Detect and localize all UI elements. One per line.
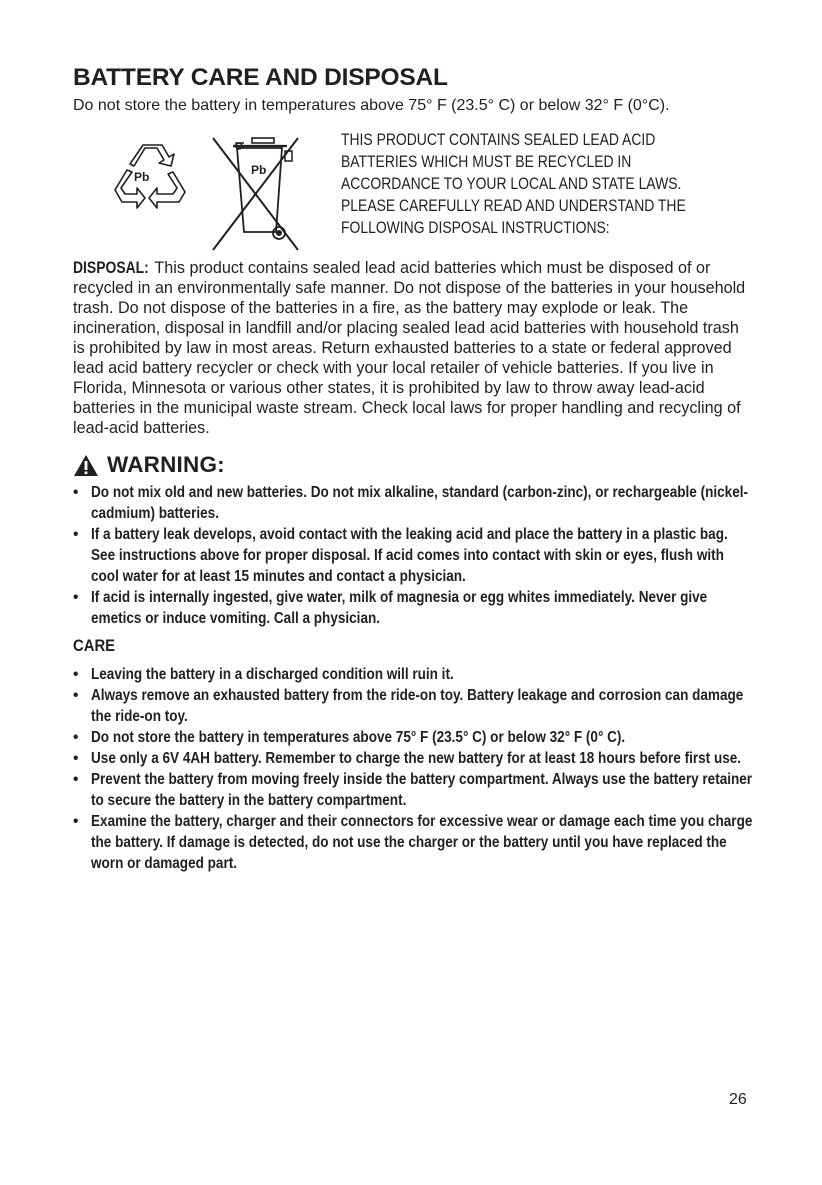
notice-line: BATTERIES WHICH MUST BE RECYCLED IN <box>341 153 632 171</box>
bullet: • <box>73 526 79 543</box>
care-item <box>73 685 753 727</box>
disposal-paragraph <box>73 258 753 438</box>
bullet: • <box>73 813 79 830</box>
notice-line: ACCORDANCE TO YOUR LOCAL AND STATE LAWS. <box>341 175 682 193</box>
notice-line: PLEASE CAREFULLY READ AND UNDERSTAND THE <box>341 197 686 215</box>
bullet: • <box>73 771 79 788</box>
care-item <box>73 748 753 769</box>
disposal-label: DISPOSAL: <box>73 259 149 277</box>
warning-triangle-icon <box>73 454 99 477</box>
care-item-text: Do not store the battery in temperatures above 75° F (23.5° C) or below 32° F (0° C). <box>91 729 626 746</box>
bullet: • <box>73 666 79 683</box>
bullet: • <box>73 750 79 767</box>
recycling-symbols <box>101 130 311 252</box>
recycling-notice-row <box>73 130 753 252</box>
warning-heading-text: WARNING: <box>107 452 225 477</box>
warning-item-text: Do not mix old and new batteries. Do not mix alkaline, standard (carbon-zinc), or rechargeable (nickel-cadmium) batteries. <box>91 484 749 522</box>
warning-item-text: If acid is internally ingested, give water, milk of magnesia or egg whites immediately. Never give emetics or induce vomiting. Call a physician. <box>91 589 708 627</box>
page-number: 26 <box>729 1091 747 1108</box>
care-item <box>73 811 753 874</box>
warning-heading <box>73 448 753 482</box>
care-item-text: Use only a 6V 4AH battery. Remember to charge the new battery for at least 18 hours before first use. <box>91 750 742 767</box>
warning-item-text: If a battery leak develops, avoid contact with the leaking acid and place the battery in a plastic bag. See instructions above for proper disposal. If acid comes into contact with skin or eyes, flush with cool water for at least 15 minutes and contact a physician. <box>91 526 728 585</box>
warning-item <box>73 587 753 629</box>
bullet: • <box>73 484 79 501</box>
bullet: • <box>73 687 79 704</box>
care-item-text: Leaving the battery in a discharged condition will ruin it. <box>91 666 454 683</box>
care-item <box>73 769 753 811</box>
care-item-text: Prevent the battery from moving freely inside the battery compartment. Always use the battery retainer to secure the battery in the battery compartment. <box>91 771 753 809</box>
bin-lead-label: Pb <box>251 163 267 177</box>
manual-page <box>73 62 753 874</box>
recycle-lead-label: Pb <box>134 170 150 184</box>
care-heading: CARE <box>73 637 116 655</box>
recycle-icon <box>115 145 185 208</box>
recycling-notice <box>341 129 702 239</box>
care-list <box>73 664 753 874</box>
section-title: BATTERY CARE AND DISPOSAL <box>73 64 448 91</box>
notice-line: FOLLOWING DISPOSAL INSTRUCTIONS: <box>341 219 610 237</box>
care-item-text: Examine the battery, charger and their connectors for excessive wear or damage each time you charge the battery. If damage is detected, do not use the charger or the battery until you have replaced the worn or damaged part. <box>91 813 753 872</box>
warning-item <box>73 524 753 587</box>
disposal-text: This product contains sealed lead acid batteries which must be disposed of or recycled in an environmentally safe manner. Do not dispose of the batteries in your household trash. Do not dispose of the batteries in a fire, as the battery may explode or leak. The incineration, disposal in landfill and/or placing sealed lead acid batteries with household trash is prohibited by law in most areas. Return exhausted batteries to a state or federal approved lead acid battery recycler or check with your local retailer of vehicle batteries. If you live in Florida, Minnesota or various other states, it is prohibited by law to throw away lead-acid batteries in the municipal waste stream. Check local laws for proper handling and recycling of lead-acid batteries. <box>73 259 746 437</box>
care-item-text: Always remove an exhausted battery from the ride-on toy. Battery leakage and corrosion can damage the ride-on toy. <box>91 687 744 725</box>
notice-line: THIS PRODUCT CONTAINS SEALED LEAD ACID <box>341 131 656 149</box>
care-item <box>73 727 753 748</box>
warning-list <box>73 482 753 629</box>
care-item <box>73 664 753 685</box>
bullet: • <box>73 729 79 746</box>
warning-item <box>73 482 753 524</box>
crossed-out-bin-icon <box>213 138 298 250</box>
storage-temperature-note: Do not store the battery in temperatures above 75° F (23.5° C) or below 32° F (0°C). <box>73 97 670 114</box>
bullet: • <box>73 589 79 606</box>
